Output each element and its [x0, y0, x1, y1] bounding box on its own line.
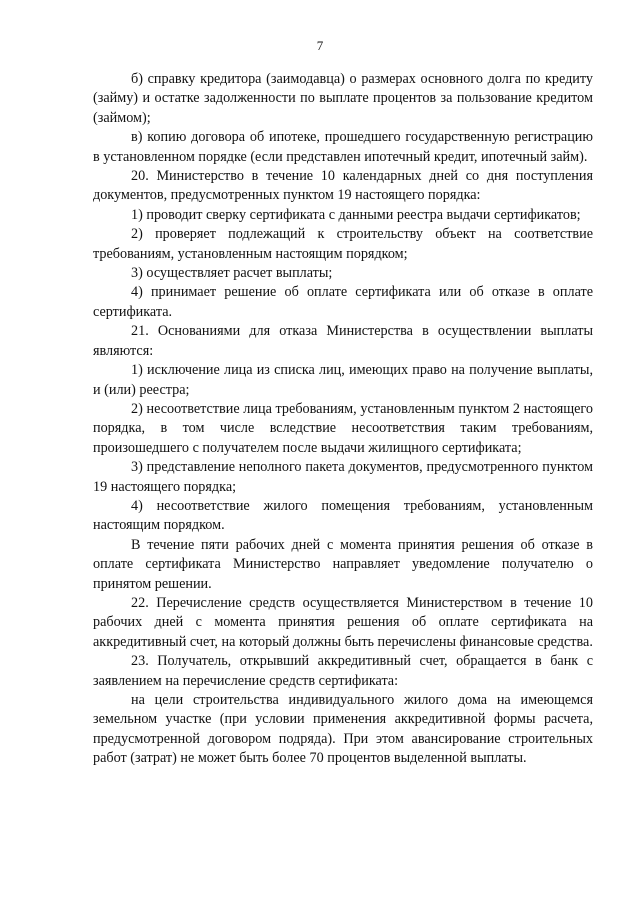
paragraph-23-bank-application: 23. Получатель, открывший аккредитивный счет, обращается в банк с заявлением на перечисление средств сертификата: [93, 653, 593, 689]
paragraph-22-transfer: 22. Перечисление средств осуществляется Министерством в течение 10 рабочих дней с момента принятия решения об оплате сертификата на аккредитивный счет, на который должны быть перечислены финансовые средства. [93, 594, 593, 650]
page-number: 7 [316, 38, 324, 53]
paragraph-21-refusal-grounds: 21. Основаниями для отказа Министерства в осуществлении выплаты являются: [93, 323, 593, 359]
paragraph-20-item-2: 2) проверяет подлежащий к строительству объект на соответствие требованиям, установленным настоящим порядком; [93, 226, 593, 262]
paragraph-v-mortgage-copy: в) копию договора об ипотеке, прошедшего государственную регистрацию в установленном порядке (если представлен ипотечный кредит, ипотечный займ). [93, 129, 593, 165]
paragraph-21-item-2: 2) несоответствие лица требованиям, установленным пунктом 2 настоящего порядка, в том числе вследствие несоответствия таким требованиям, произошедшего с получателем после выдачи жилищного сертификата; [93, 400, 593, 456]
paragraph-20-item-1: 1) проводит сверку сертификата с данными реестра выдачи сертификатов; [131, 206, 581, 223]
paragraph-b-creditor-certificate: б) справку кредитора (заимодавца) о размерах основного долга по кредиту (займу) и остатке задолженности по выплате процентов за пользование кредитом (займом); [93, 71, 593, 126]
paragraph-20-item-3: 3) осуществляет расчет выплаты; [131, 265, 333, 282]
document-body [93, 70, 593, 769]
paragraph-20-ministry-review: 20. Министерство в течение 10 календарных дней со дня поступления документов, предусмотренных пунктом 19 настоящего порядка: [93, 168, 593, 204]
paragraph-21-item-4: 4) несоответствие жилого помещения требованиям, установленным настоящим порядком. [93, 497, 593, 534]
paragraph-20-item-4: 4) принимает решение об оплате сертификата или об отказе в оплате сертификата. [93, 284, 593, 320]
paragraph-refusal-notice: В течение пяти рабочих дней с момента принятия решения об отказе в оплате сертификата Министерство направляет уведомление получателю о принятом решении. [93, 536, 593, 592]
paragraph-21-item-1: 1) исключение лица из списка лиц, имеющих право на получение выплаты, и (или) реестра; [93, 362, 593, 398]
paragraph-21-item-3: 3) представление неполного пакета документов, предусмотренного пунктом 19 настоящего порядка; [93, 459, 593, 495]
paragraph-23-construction-purpose: на цели строительства индивидуального жилого дома на имеющемся земельном участке (при условии применения аккредитивной формы расчета, предусмотренной договором подряда). При этом авансирование строительных работ (затрат) не может быть более 70 процентов выделенной выплаты. [93, 692, 593, 767]
